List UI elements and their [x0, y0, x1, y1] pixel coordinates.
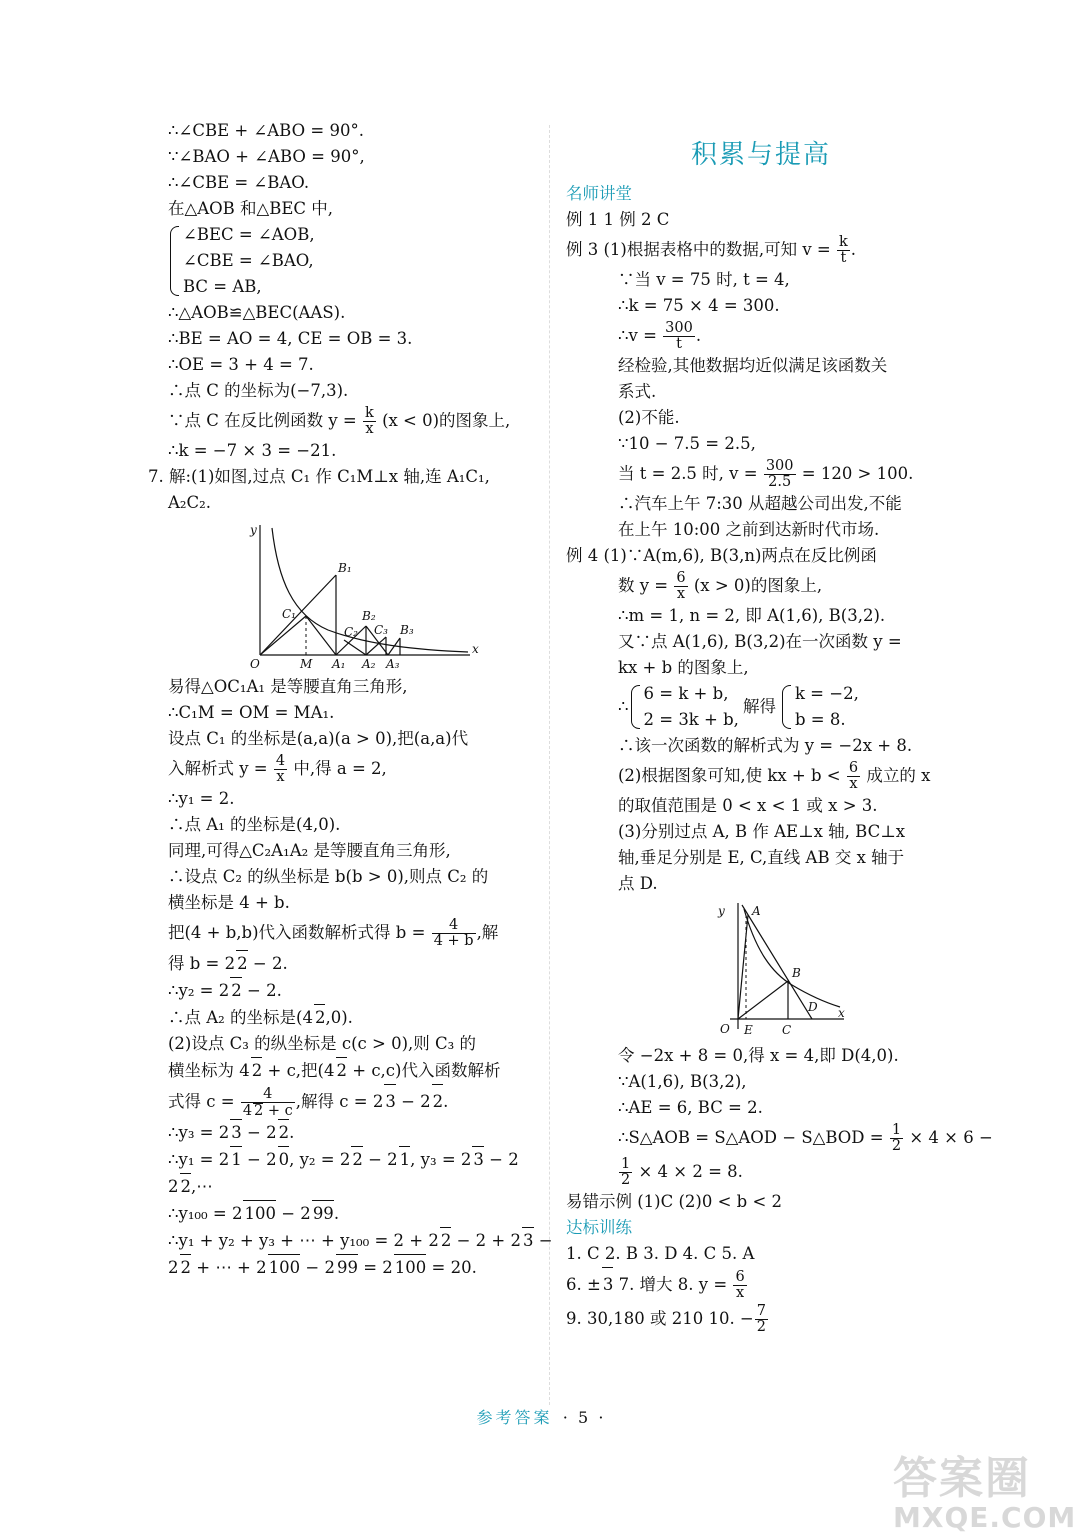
text-line: (3)分别过点 A, B 作 AE⊥x 轴, BC⊥x	[618, 822, 906, 841]
svg-text:B₂: B₂	[362, 609, 376, 623]
svg-text:C: C	[782, 1023, 792, 1037]
subsection-heading: 名师讲堂	[566, 184, 632, 203]
answer-line: 1. C 2. B 3. D 4. C 5. A	[566, 1244, 755, 1263]
page-number: 5	[578, 1408, 589, 1427]
fraction: $\frac{k}{x}$	[365, 405, 374, 437]
equation-system	[168, 222, 540, 300]
brace-icon	[631, 685, 640, 729]
svg-text:B: B	[792, 966, 801, 980]
fraction: $\frac{6}{x}$	[848, 760, 859, 792]
text-line: 例 3 (1)根据表格中的数据,可知 v = $\frac{k}{t}$ .	[566, 234, 857, 266]
svg-text:A: A	[752, 904, 761, 918]
watermark-logo: 答案圈 MXQE.COM	[893, 1453, 1076, 1534]
text-line: 入解析式 y = $\frac{4}{x}$ 中,得 a = 2,	[168, 753, 387, 785]
text-line: ∴设点 C₂ 的纵坐标是 b(b > 0),则点 C₂ 的	[168, 867, 489, 886]
sqrt: 2	[236, 950, 248, 977]
text-line: ∵当 v = 75 时, t = 4,	[618, 270, 790, 289]
svg-text:E: E	[744, 1023, 753, 1037]
text-line: ∴y₂ = 2 2 − 2.	[168, 977, 540, 1004]
svg-text:x: x	[838, 1006, 845, 1020]
fraction: $\frac{1}{2}$	[621, 1156, 631, 1188]
text-line: 数 y = $\frac{6}{x}$ (x > 0)的图象上,	[618, 570, 823, 602]
text-line: 当 t = 2.5 时, v = $\frac{300}{2.5}$ = 120 > 100.	[618, 458, 914, 490]
text-line: 横坐标是 4 + b.	[168, 893, 290, 912]
text-line: ∴点 A₂ 的坐标是(4 2,0).	[168, 1004, 540, 1031]
svg-text:y: y	[718, 904, 725, 918]
text-line: ∴∠CBE + ∠ABO = 90°.	[168, 121, 364, 140]
equation-system: ∴ 6 = k + b, 2 = 3k + b, 解得 k = −2, b = 8.	[618, 684, 859, 729]
brace-icon	[170, 226, 179, 296]
text-line: 又∵点 A(1,6), B(3,2)在一次函数 y =	[618, 632, 902, 651]
text-line: 在△AOB 和△BEC 中,	[168, 199, 333, 218]
answer-line: 9. 30,180 或 210 10. − $\frac{7}{2}$	[566, 1303, 766, 1335]
svg-text:O: O	[250, 657, 260, 671]
text-line: ∴OE = 3 + 4 = 7.	[168, 355, 314, 374]
svg-text:O: O	[720, 1022, 730, 1036]
text-line: 易得△OC₁A₁ 是等腰直角三角形,	[168, 677, 408, 696]
svg-text:A₂: A₂	[362, 657, 376, 671]
text-line: ∵A(1,6), B(3,2),	[618, 1072, 747, 1091]
text-line: ∴m = 1, n = 2, 即 A(1,6), B(3,2).	[618, 606, 886, 625]
svg-text:B₃: B₃	[400, 623, 414, 637]
text-line: ∴y₁₀₀ = 2 100 − 2 99.	[168, 1200, 540, 1227]
svg-text:A₃: A₃	[386, 657, 400, 671]
text-line: 横坐标为 4 2 + c,把(4 2 + c,c)代入函数解析	[168, 1057, 540, 1084]
sqrt: 2	[314, 1004, 326, 1031]
text-line: ∵10 − 7.5 = 2.5,	[618, 434, 756, 453]
text-line: $\frac{1}{2}$ × 4 × 2 = 8.	[621, 1156, 743, 1188]
sqrt: 2	[230, 977, 242, 1004]
text-line: 系式.	[618, 382, 657, 401]
text-line: kx + b 的图象上,	[618, 658, 749, 677]
brace-icon	[782, 685, 791, 729]
svg-text:D: D	[808, 1000, 818, 1014]
page-footer: 参考答案 · 5 ·	[476, 1408, 604, 1427]
text-line: 式得 c = $\frac{4}{4 2 + c}$ ,解得 c = 2 3 − 2 2.	[168, 1085, 449, 1119]
left-column	[148, 118, 553, 1281]
svg-text:M: M	[300, 657, 313, 671]
fraction: $\frac{4}{4 + b}$	[433, 917, 474, 949]
text-line: ∴C₁M = OM = MA₁.	[168, 703, 335, 722]
text-line: (2)设点 C₃ 的纵坐标是 c(c > 0),则 C₃ 的	[168, 1034, 476, 1053]
subsection-heading: 达标训练	[566, 1218, 632, 1237]
fraction: $\frac{6}{x}$	[676, 570, 686, 602]
svg-text:C₃: C₃	[374, 623, 388, 637]
text-line: ∴△AOB≌△BEC(AAS).	[168, 303, 346, 322]
answer-line: 6. ± 3 7. 增大 8. y = $\frac{6}{x}$	[566, 1269, 745, 1301]
text-line: ∴BE = AO = 4, CE = OB = 3.	[168, 329, 413, 348]
question-7-line: 7. 解:(1)如图,过点 C₁ 作 C₁M⊥x 轴,连 A₁C₁,	[148, 467, 490, 486]
text-line: 2 2,⋯	[168, 1173, 540, 1200]
text-line: 经检验,其他数据均近似满足该函数关	[618, 356, 888, 375]
text-line: ∴v = $\frac{300}{t}$ .	[618, 320, 702, 352]
text-line: 的取值范围是 0 < x < 1 或 x > 3.	[618, 796, 878, 815]
text-line: ∵点 C 在反比例函数 y = $\frac{k}{x}$ (x < 0)的图象上,	[168, 405, 511, 437]
section-title: 积累与提高	[690, 140, 831, 170]
system-line: BC = AB,	[183, 277, 262, 296]
text-line: 易错示例 (1)C (2)0 < b < 2	[566, 1192, 783, 1211]
system-line: ∠BEC = ∠AOB,	[183, 225, 315, 244]
text-line: 同理,可得△C₂A₁A₂ 是等腰直角三角形,	[168, 841, 451, 860]
fraction: $\frac{4}{4 2 + c}$	[242, 1085, 293, 1119]
footer-label: 参考答案	[476, 1408, 553, 1427]
text-line: (2)根据图象可知,使 kx + b < $\frac{6}{x}$ 成立的 x	[618, 760, 931, 792]
text-line: ∴S△AOB = S△AOD − S△BOD = $\frac{1}{2}$ × 4 × 6 −	[618, 1122, 993, 1154]
fraction: $\frac{7}{2}$	[756, 1303, 766, 1335]
text-line: ∴点 A₁ 的坐标是(4,0).	[168, 815, 341, 834]
fraction: $\frac{6}{x}$	[735, 1269, 745, 1301]
svg-text:C₁: C₁	[282, 607, 296, 621]
text-line: 得 b = 2 2 − 2.	[168, 950, 540, 977]
text-line: ∵∠BAO + ∠ABO = 90°,	[168, 147, 365, 166]
right-column	[566, 118, 993, 1336]
fraction: $\frac{4}{x}$	[275, 753, 286, 785]
text-line: 点 D.	[618, 874, 658, 893]
text-line: ∴点 C 的坐标为(−7,3).	[168, 381, 349, 400]
fraction: $\frac{300}{t}$	[665, 320, 693, 352]
text-line: ∴y₁ = 2.	[168, 789, 235, 808]
text-line: 轴,垂足分别是 E, C,直线 AB 交 x 轴于	[618, 848, 905, 867]
text-line: (2)不能.	[618, 408, 680, 427]
text-line: ∴k = −7 × 3 = −21.	[168, 441, 337, 460]
text-line: ∴汽车上午 7:30 从超越公司出发,不能	[618, 494, 902, 513]
text-line: 设点 C₁ 的坐标是(a,a)(a > 0),把(a,a)代	[168, 729, 469, 748]
text-line: 例 1 1 例 2 C	[566, 210, 670, 229]
text-line: 把(4 + b,b)代入函数解析式得 b = $\frac{4}{4 + b}$ ,解	[168, 917, 499, 949]
svg-text:B₁: B₁	[338, 561, 352, 575]
text-line: ∴∠CBE = ∠BAO.	[168, 173, 310, 192]
text-line: ∴y₁ = 2 1 − 2 0, y₂ = 2 2 − 2 1, y₃ = 2 3 − 2	[168, 1146, 540, 1173]
svg-text:y: y	[250, 523, 257, 537]
text-line: ∴y₃ = 2 3 − 2 2.	[168, 1119, 540, 1146]
text-line: A₂C₂.	[168, 493, 212, 512]
text-line: ∴y₁ + y₂ + y₃ + ⋯ + y₁₀₀ = 2 + 2 2 − 2 + 2 3 −	[168, 1227, 540, 1254]
figure-hyperbola-triangles	[248, 520, 478, 670]
text-line: 在上午 10:00 之前到达新时代市场.	[618, 520, 880, 539]
text-line: ∴该一次函数的解析式为 y = −2x + 8.	[618, 736, 913, 755]
text-line: ∴k = 75 × 4 = 300.	[618, 296, 780, 315]
figure-example-4	[712, 901, 852, 1039]
fraction: $\frac{1}{2}$	[891, 1122, 902, 1154]
svg-text:A₁: A₁	[332, 657, 346, 671]
text-line: 例 4 (1)∵A(m,6), B(3,n)两点在反比例函	[566, 546, 877, 565]
fraction: $\frac{k}{t}$	[839, 234, 848, 266]
svg-text:x: x	[472, 642, 479, 656]
text-line: 2 2 + ⋯ + 2 100 − 2 99 = 2 100 = 20.	[168, 1254, 540, 1281]
svg-text:C₂: C₂	[344, 625, 358, 639]
column-divider	[549, 125, 550, 1405]
text-line: 令 −2x + 8 = 0,得 x = 4,即 D(4,0).	[618, 1046, 899, 1065]
text-line: ∴AE = 6, BC = 2.	[618, 1098, 763, 1117]
fraction: $\frac{300}{2.5}$	[765, 458, 794, 490]
system-line: ∠CBE = ∠BAO,	[183, 251, 314, 270]
